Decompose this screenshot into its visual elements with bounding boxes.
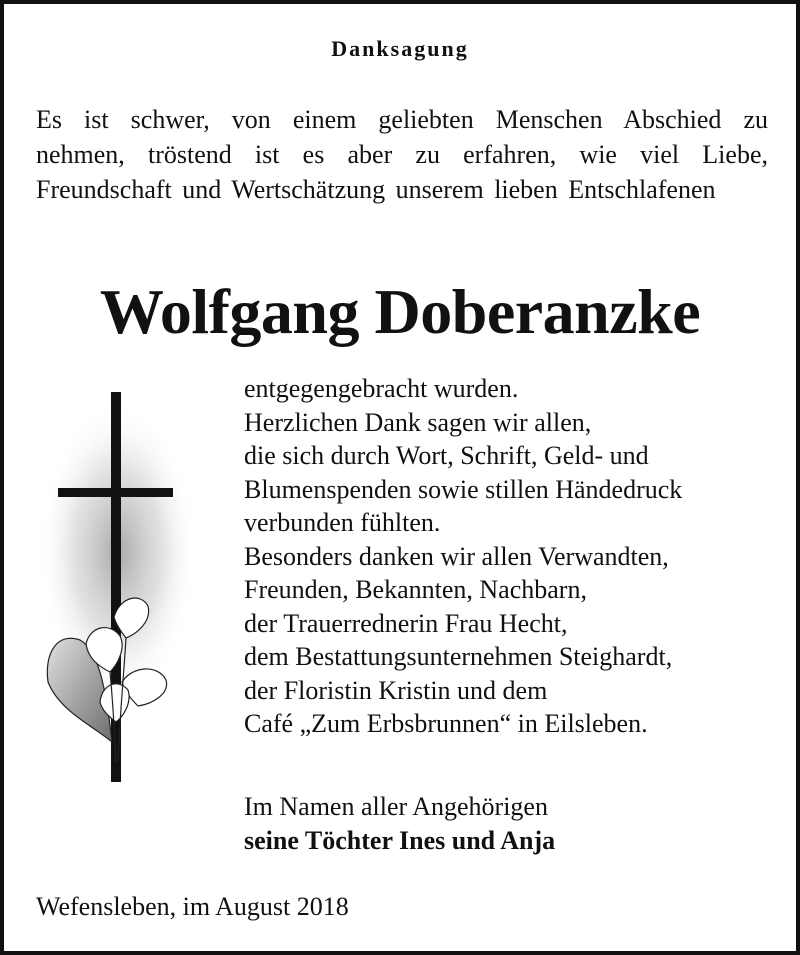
- signature-names: seine Töchter Ines und Anja: [244, 826, 556, 855]
- thank-you-line: Besonders danken wir allen Verwandten,: [244, 541, 669, 571]
- intro-text: Es ist schwer, von einem geliebten Menschen Abschied zu nehmen, tröstend ist es aber zu erfahren, wie viel Liebe, Freundschaft und Wertschätzung unserem lieben Entschlafenen: [36, 105, 768, 204]
- thank-you-line: dem Bestattungsunternehmen Steighardt,: [244, 642, 673, 671]
- thank-you-line: der Floristin Kristin und dem: [244, 675, 548, 705]
- heading: Danksagung: [331, 36, 469, 61]
- thank-you-line: die sich durch Wort, Schrift, Geld- und: [244, 441, 649, 470]
- thank-you-line: verbunden fühlten.: [244, 508, 441, 537]
- thank-you-line: Herzlichen Dank sagen wir allen,: [244, 407, 592, 437]
- cross-horizontal-beam: [58, 488, 173, 497]
- cross-with-calla-lilies-icon: [40, 382, 200, 792]
- thank-you-line: Freunden, Bekannten, Nachbarn,: [244, 575, 587, 604]
- place-and-date: Wefensleben, im August 2018: [36, 892, 349, 921]
- thank-you-line: der Trauerrednerin Frau Hecht,: [244, 608, 568, 638]
- thank-you-line: Blumenspenden sowie stillen Händedruck: [244, 474, 683, 504]
- signature-block: [244, 790, 784, 858]
- thank-you-text: [244, 372, 784, 741]
- deceased-name: Wolfgang Doberanzke: [99, 276, 701, 347]
- thank-you-line: Café „Zum Erbsbrunnen“ in Eilsleben.: [244, 709, 648, 738]
- thank-you-line: entgegengebracht wurden.: [244, 374, 519, 403]
- signature-intro: Im Namen aller Angehörigen: [244, 792, 548, 821]
